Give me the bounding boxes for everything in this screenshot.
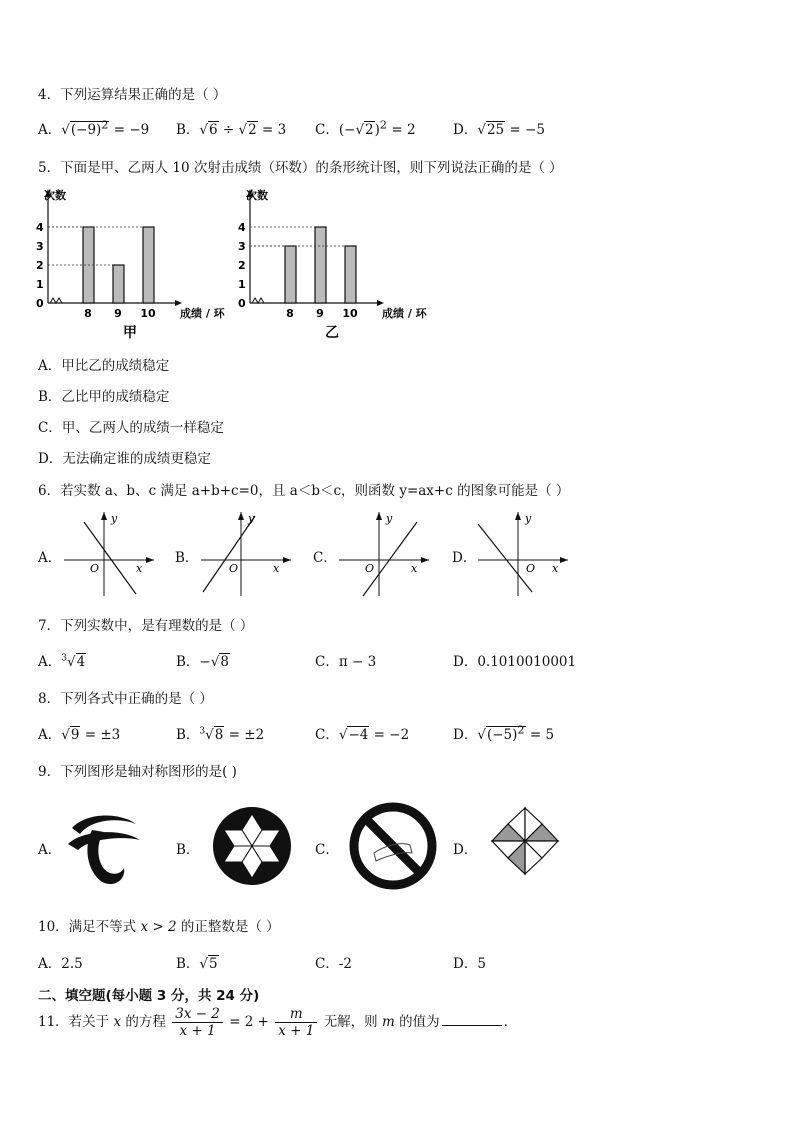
q10-option-c: C．-2 <box>315 956 352 972</box>
telecom-logo-icon <box>62 806 144 888</box>
q7-stem: 7．下列实数中，是有理数的是（ ） <box>38 618 254 634</box>
q5-option-a: A．甲比乙的成绩稳定 <box>38 358 170 374</box>
pinwheel-icon <box>488 804 562 878</box>
svg-text:x: x <box>411 562 418 575</box>
q6-label-c: C． <box>313 550 337 566</box>
y-tick-label: 0 <box>36 297 44 310</box>
y-tick-label: 1 <box>36 278 44 291</box>
q10-stem: 10．满足不等式 x > 2 的正整数是（ ） <box>38 919 280 935</box>
svg-text:x: x <box>273 562 280 575</box>
bar <box>315 227 326 303</box>
svg-text:x: x <box>136 562 143 575</box>
q6-stem: 6．若实数 a、b、c 满足 a+b+c=0，且 a＜b＜c，则函数 y=ax+c 的图象可能是（ ） <box>38 483 570 499</box>
chart-jia <box>30 183 240 343</box>
no-smoking-sign-icon <box>348 801 438 891</box>
x-axis-label: 成绩 / 环 <box>382 307 427 320</box>
svg-text:O: O <box>365 562 375 575</box>
x-tick-label: 10 <box>342 307 358 320</box>
bar <box>113 265 124 303</box>
x-axis-arrow <box>175 300 182 306</box>
x-tick-label: 10 <box>140 307 156 320</box>
q9-stem: 9．下列图形是轴对称图形的是( ) <box>38 764 237 780</box>
y-tick-label: 2 <box>36 259 44 272</box>
q5-option-d: D．无法确定谁的成绩更稳定 <box>38 451 211 467</box>
q4-option-a: A．$√(-9)^2 = -9$ <box>38 118 150 138</box>
axis-break <box>252 298 264 303</box>
q4-option-d: D．√25 = −5 <box>453 122 545 138</box>
star-hexagon-badge-icon <box>212 806 292 886</box>
y-tick-label: 0 <box>238 297 246 310</box>
q8-option-d: D．$√(-5)^2 = 5$ <box>453 723 555 743</box>
q9-label-b: B． <box>176 842 200 858</box>
x-axis-label: 成绩 / 环 <box>180 307 225 320</box>
x-axis-arrow <box>377 300 384 306</box>
fraction-2: $\frac{m}{x + 1}$ <box>275 1006 317 1039</box>
q10-option-a: A．2.5 <box>38 956 83 972</box>
q7-option-b: B．−√8 <box>176 654 229 670</box>
svg-text:y: y <box>525 512 532 525</box>
q9-label-a: A． <box>38 842 62 858</box>
svg-text:O: O <box>90 562 100 575</box>
q5-option-b: B．乙比甲的成绩稳定 <box>38 389 170 405</box>
q7-option-c: C．π − 3 <box>315 654 377 670</box>
axis-break <box>50 298 62 303</box>
y-tick-label: 3 <box>238 240 246 253</box>
y-tick-label: 4 <box>36 221 44 234</box>
q9-label-c: C． <box>315 842 339 858</box>
svg-text:y: y <box>386 512 393 525</box>
q8-option-b: B．$^3$√8 = ±2 <box>176 726 265 743</box>
svg-text:O: O <box>526 562 536 575</box>
q4-stem: 4．下列运算结果正确的是（ ） <box>38 87 227 103</box>
q6-graph-d <box>474 508 574 598</box>
bar <box>345 246 356 303</box>
q8-option-c: C．√−4 = −2 <box>315 727 410 743</box>
x-tick-label: 8 <box>286 307 294 320</box>
q5-option-c: C．甲、乙两人的成绩一样稳定 <box>38 420 224 436</box>
q4-option-c: C．$(-√2)^2 = 2$ <box>315 118 416 138</box>
y-tick-label: 2 <box>238 259 246 272</box>
answer-blank[interactable] <box>442 1025 502 1026</box>
q8-option-a: A．√9 = ±3 <box>38 727 121 743</box>
fraction-1: $\frac{3x - 2}{x + 1}$ <box>172 1006 223 1039</box>
bar <box>285 246 296 303</box>
q6-graph-b <box>197 508 297 598</box>
chart-title: 乙 <box>325 325 339 341</box>
q4-option-b: B．√6 ÷ √2 = 3 <box>176 122 287 138</box>
q6-graph-a <box>60 508 160 598</box>
q10-option-d: D．5 <box>453 956 486 972</box>
chart-yi <box>232 183 442 343</box>
q7-option-a: A．$^3$√4 <box>38 653 86 670</box>
q6-label-b: B． <box>175 550 199 566</box>
x-tick-label: 8 <box>84 307 92 320</box>
q6-label-d: D． <box>452 550 477 566</box>
x-tick-label: 9 <box>114 307 122 320</box>
q6-label-a: A． <box>38 550 62 566</box>
bar <box>143 227 154 303</box>
svg-text:O: O <box>229 562 239 575</box>
q7-option-d: D．0.1010010001 <box>453 654 577 670</box>
q11-stem: 11．若关于 x 的方程 $\frac{3x - 2}{x + 1}$ = 2 + $\frac{m}{x + 1}$ 无解，则 m 的值为 ． <box>38 1006 518 1039</box>
x-tick-label: 9 <box>316 307 324 320</box>
y-tick-label: 1 <box>238 278 246 291</box>
svg-text:x: x <box>552 562 559 575</box>
section-heading: 二、填空题(每小题 3 分，共 24 分) <box>38 988 260 1004</box>
y-axis-label: 次数 <box>246 189 268 202</box>
q6-graph-c <box>335 508 435 598</box>
y-axis-label: 次数 <box>44 189 66 202</box>
y-tick-label: 3 <box>36 240 44 253</box>
q8-stem: 8．下列各式中正确的是（ ） <box>38 691 213 707</box>
svg-text:y: y <box>111 512 118 525</box>
q10-option-b: B．√5 <box>176 956 218 972</box>
chart-title: 甲 <box>123 325 137 341</box>
y-tick-label: 4 <box>238 221 246 234</box>
q9-label-d: D． <box>453 842 478 858</box>
svg-text:y: y <box>248 512 255 525</box>
q5-stem: 5．下面是甲、乙两人 10 次射击成绩（环数）的条形统计图，则下列说法正确的是（ ） <box>38 160 563 176</box>
